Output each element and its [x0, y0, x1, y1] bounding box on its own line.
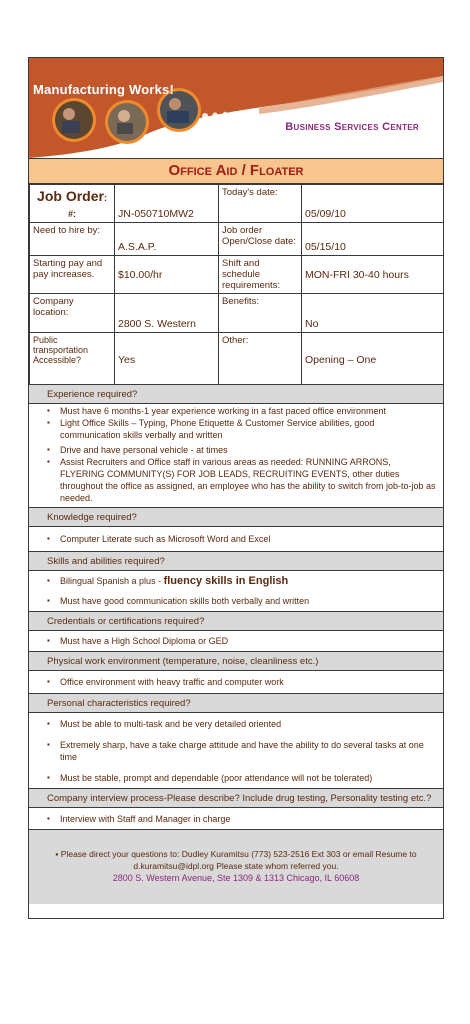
transport-label: Public transportation Accessible?	[30, 333, 115, 387]
job-order-dates-value: 05/15/10	[302, 223, 444, 256]
environment-heading: Physical work environment (temperature, noise, cleanliness etc.)	[29, 651, 443, 670]
header-banner	[29, 58, 443, 158]
credentials-list	[29, 630, 443, 651]
job-order-value: JN-050710MW2	[115, 185, 219, 223]
environment-list	[29, 670, 443, 693]
list-item: ▪ Assist Recruiters and Office staff in various areas as needed: RUNNING ARRONS, FLYERING COMMUNITY(S) FOR JOB LEADS, RECRUITING EVENTS, other duties throughout the office as assigned, an employee who has the ability to switch from job-to-job as needed.	[47, 456, 437, 504]
interview-list	[29, 807, 443, 829]
list-item: ▪ Must have a High School Diploma or GED	[47, 635, 437, 647]
need-to-hire-value: A.S.A.P.	[115, 223, 219, 256]
row-location-benefits	[30, 294, 444, 333]
contact-line-1: ▪ Please direct your questions to: Dudley Kuramitsu (773) 523-2516 Ext 303 or email Resume to	[55, 849, 417, 859]
list-item	[47, 575, 437, 587]
starting-pay-value: $10.00/hr	[115, 256, 219, 294]
list-item: ▪ Extremely sharp, have a take charge attitude and have the ability to do several tasks at one time	[47, 739, 437, 763]
contact-line-2: d.kuramitsu@idpl.org Please state whom referred you.	[133, 861, 339, 871]
shift-value: MON-FRI 30-40 hours	[302, 256, 444, 294]
job-title-row	[29, 158, 443, 184]
other-label: Other:	[219, 333, 302, 387]
other-value: Opening – One	[302, 333, 444, 387]
skills-heading: Skills and abilities required?	[29, 551, 443, 570]
list-item: ▪ Drive and have personal vehicle - at times	[47, 444, 437, 456]
job-order-document	[28, 57, 444, 919]
knowledge-heading: Knowledge required?	[29, 507, 443, 526]
list-item: ▪ Must have 6 months-1 year experience working in a fast paced office environment	[47, 405, 437, 417]
contact-text-1: Please direct your questions to: Dudley Kuramitsu (773) 523-2516 Ext 303 or email Resume to	[60, 849, 417, 859]
transport-value: Yes	[115, 333, 219, 387]
personal-list	[29, 712, 443, 788]
row-hire-dates	[30, 223, 444, 256]
todays-date-label: Today's date:	[219, 185, 302, 223]
list-item: ▪ Light Office Skills – Typing, Phone Etiquette & Customer Service abilities, good communication skills verbally and written	[47, 417, 437, 441]
list-item: ▪ Must have good communication skills both verbally and written	[47, 595, 437, 607]
starting-pay-label: Starting pay and pay increases.	[30, 256, 115, 294]
experience-heading: Experience required?	[29, 384, 443, 403]
list-item: ▪ Interview with Staff and Manager in charge	[47, 813, 437, 825]
row-job-order	[30, 185, 444, 223]
job-info-table	[29, 184, 444, 387]
list-item: ▪ Office environment with heavy traffic and computer work	[47, 676, 437, 688]
business-services-center	[285, 121, 419, 133]
requirements-sections	[29, 384, 443, 904]
job-order-suffix: : #:	[67, 192, 107, 219]
credentials-heading: Credentials or certifications required?	[29, 611, 443, 630]
center-label: Business Services Center	[285, 121, 419, 133]
skills-list	[29, 570, 443, 611]
contact-address: 2800 S. Western Avenue, Ste 1309 & 1313 Chicago, IL 60608	[112, 873, 360, 883]
todays-date-value: 05/09/10	[302, 185, 444, 223]
need-to-hire-label: Need to hire by:	[30, 223, 115, 256]
banner-graphic	[29, 58, 443, 158]
shift-label: Shift and schedule requirements:	[219, 256, 302, 294]
knowledge-list	[29, 526, 443, 551]
personal-heading: Personal characteristics required?	[29, 693, 443, 712]
location-value: 2800 S. Western	[115, 294, 219, 333]
job-title: Office Aid / Floater	[168, 162, 304, 179]
brand-title: Manufacturing Works!	[33, 82, 174, 97]
row-pay-shift	[30, 256, 444, 294]
job-order-label-cell	[30, 185, 115, 223]
skill-bold: fluency skills in English	[163, 575, 289, 587]
contact-footer	[29, 829, 443, 904]
interview-heading: Company interview process-Please describe? Include drug testing, Personality testing etc.?	[29, 788, 443, 807]
job-order-dates-label: Job order Open/Close date:	[219, 223, 302, 256]
list-item: ▪ Computer Literate such as Microsoft Word and Excel	[47, 533, 437, 545]
worker-photo-2-icon	[105, 100, 149, 144]
location-label: Company location:	[30, 294, 115, 333]
benefits-value: No	[302, 294, 444, 333]
list-item: ▪ Must be able to multi-task and be very detailed oriented	[47, 718, 437, 730]
row-transport-other	[30, 333, 444, 387]
benefits-label: Benefits:	[219, 294, 302, 333]
worker-photo-1-icon	[52, 98, 96, 142]
list-item: ▪ Must be stable, prompt and dependable (poor attendance will not be tolerated)	[47, 772, 437, 784]
skill-prefix: Bilingual Spanish a plus -	[60, 576, 164, 586]
experience-list	[29, 403, 443, 507]
job-order-label: Job Order	[37, 187, 104, 204]
